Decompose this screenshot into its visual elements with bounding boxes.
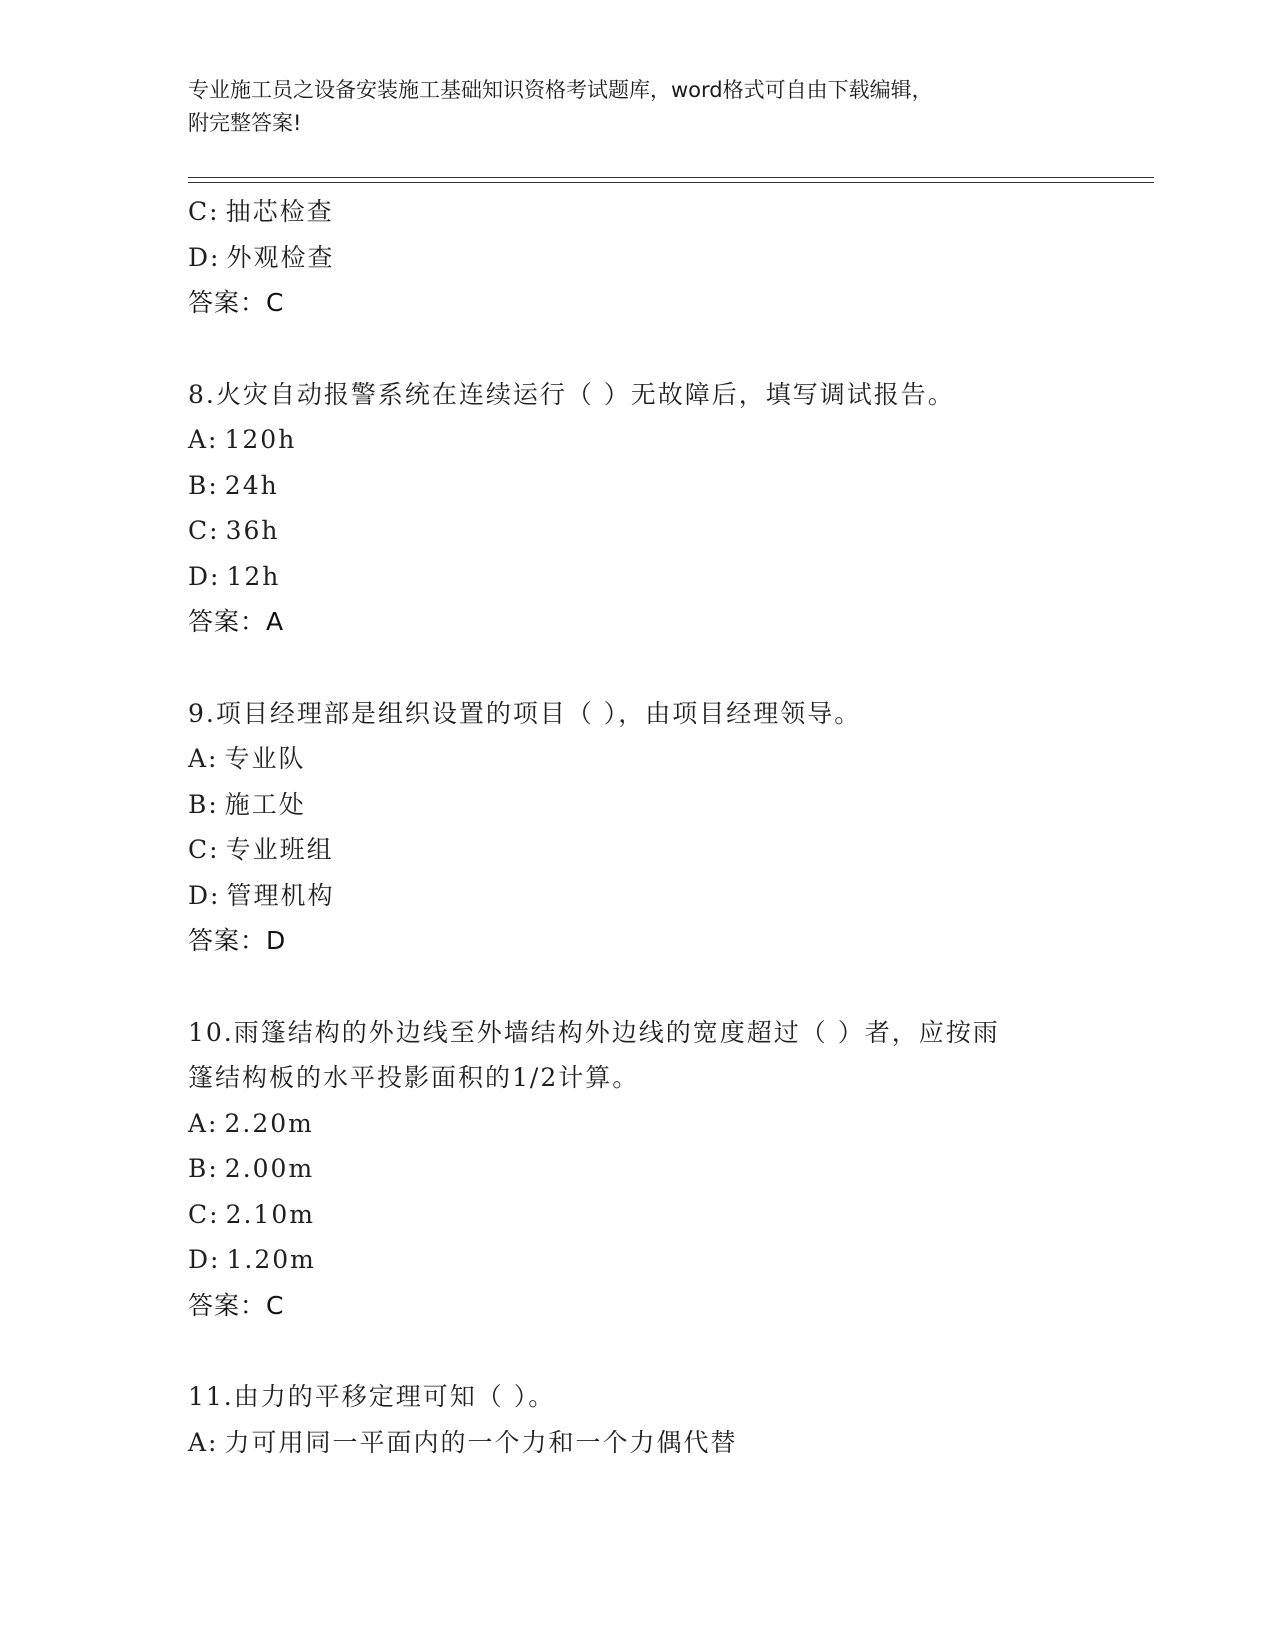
option-c [188, 1192, 1148, 1238]
option-b [188, 1146, 1148, 1192]
option-text: 专业班组 [225, 835, 334, 864]
answer-line: 答案：A [188, 607, 285, 636]
option-a [188, 1420, 1148, 1466]
option-letter: A: [188, 744, 219, 773]
option-text: 2.00m [224, 1154, 315, 1183]
option-letter: C: [188, 835, 220, 864]
question-8 [188, 372, 1148, 645]
header-line-2: 附完整答案! [188, 111, 302, 135]
option-letter: B: [188, 1154, 219, 1183]
question-partial [188, 189, 1148, 326]
document-header [188, 74, 1088, 140]
header-divider-bottom [188, 182, 1154, 183]
option-a [188, 1101, 1148, 1147]
option-letter: D: [188, 561, 221, 591]
header-line-1: 专业施工员之设备安装施工基础知识资格考试题库，word格式可自由下载编辑， [188, 78, 933, 102]
question-stem: 8.火灾自动报警系统在连续运行（ ）无故障后，填写调试报告。 [188, 379, 955, 409]
option-letter: D: [188, 242, 221, 272]
answer-line: 答案：C [188, 288, 285, 317]
option-a [188, 736, 1148, 782]
spacer [188, 1328, 1148, 1374]
question-11 [188, 1374, 1148, 1465]
option-letter: D: [188, 1245, 221, 1274]
option-c [188, 189, 1148, 235]
option-d [188, 873, 1148, 919]
option-text: 1.20m [226, 1245, 316, 1274]
option-text: 施工处 [224, 789, 306, 819]
option-letter: C: [188, 516, 220, 545]
question-9 [188, 691, 1148, 964]
option-text: 2.10m [225, 1199, 315, 1229]
option-d [188, 1237, 1148, 1283]
option-letter: D: [188, 880, 221, 910]
option-c [188, 827, 1148, 873]
option-text: 抽芯检查 [225, 197, 334, 226]
option-letter: C: [188, 1199, 220, 1229]
question-stem-continued: 篷结构板的水平投影面积的1/2计算。 [188, 1063, 640, 1092]
option-text: 36h [225, 516, 280, 545]
answer-line: 答案：D [188, 926, 287, 955]
option-text: 12h [226, 561, 281, 591]
question-stem: 11.由力的平移定理可知（ ）。 [188, 1382, 556, 1411]
option-text: 外观检查 [226, 242, 335, 272]
answer-line: 答案：C [188, 1290, 285, 1320]
option-text: 力可用同一平面内的一个力和一个力偶代替 [224, 1427, 738, 1457]
option-letter: A: [188, 1427, 219, 1457]
option-text: 专业队 [224, 744, 306, 773]
question-stem: 9.项目经理部是组织设置的项目（ ），由项目经理领导。 [188, 698, 862, 728]
option-d [188, 554, 1148, 600]
header-divider-top [188, 177, 1154, 178]
option-text: 2.20m [224, 1108, 314, 1138]
spacer [188, 326, 1148, 372]
option-letter: A: [188, 425, 219, 454]
spacer [188, 964, 1148, 1010]
option-b [188, 463, 1148, 509]
option-text: 管理机构 [226, 880, 335, 910]
option-letter: B: [188, 470, 219, 500]
question-list [188, 189, 1148, 1465]
question-stem: 10.雨篷结构的外边线至外墙结构外边线的宽度超过（ ）者，应按雨 [188, 1017, 1000, 1047]
option-letter: B: [188, 789, 219, 819]
option-text: 24h [224, 470, 279, 500]
spacer [188, 645, 1148, 691]
option-d [188, 235, 1148, 281]
option-b [188, 782, 1148, 828]
option-text: 120h [224, 425, 297, 454]
option-letter: A: [188, 1108, 219, 1138]
option-letter: C: [188, 197, 220, 226]
question-10 [188, 1010, 1148, 1329]
option-a [188, 417, 1148, 463]
option-c [188, 508, 1148, 554]
